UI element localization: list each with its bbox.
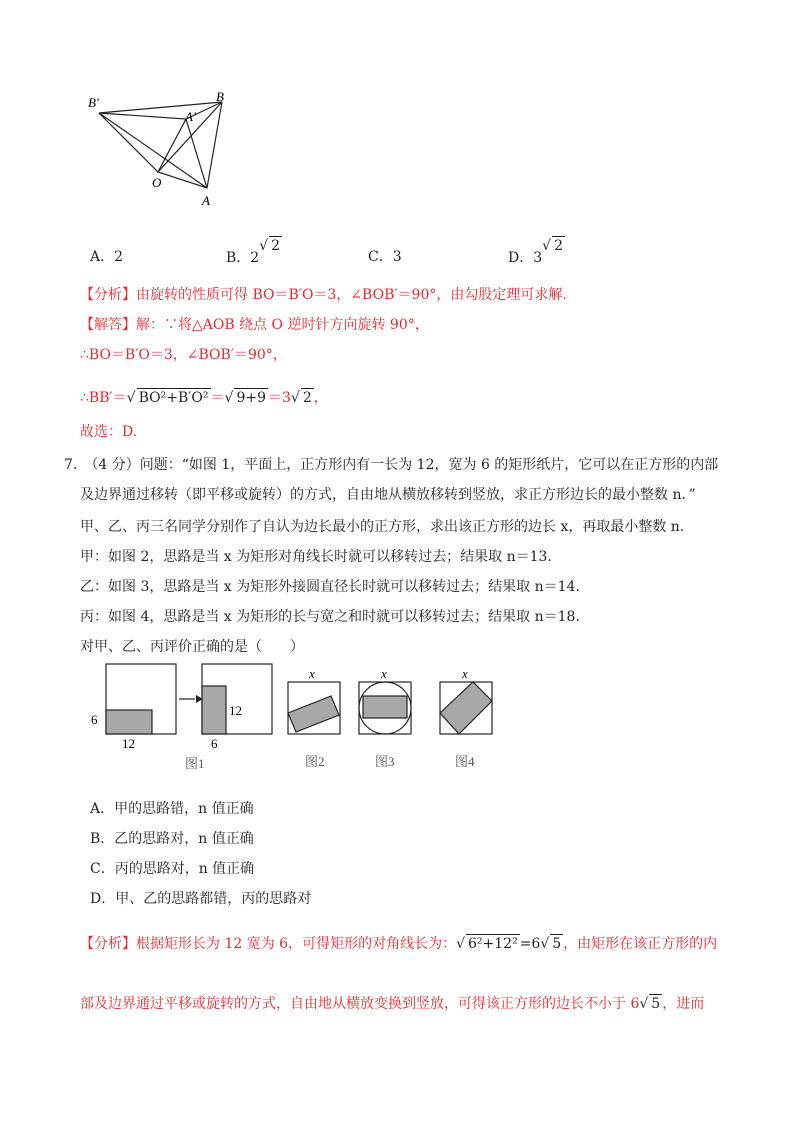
- label-a: A: [202, 193, 210, 208]
- q6-option-b-radicand: 2: [271, 238, 281, 254]
- solution-line3-prefix: ∴BB′＝: [80, 390, 127, 406]
- label-b-prime: B′: [88, 95, 99, 110]
- q7-analysis-line1: 【分析】根据矩形长为 12 宽为 6，可得矩形的对角线长为：√ 6²+12² =6√ 5 ，由矩形在该正方形的内: [80, 936, 718, 952]
- q7-stem-line1: 7. （4 分）问题：“如图 1，平面上，正方形内有一长为 12，宽为 6 的矩形纸片，它可以在正方形的内部: [64, 457, 719, 473]
- q7-option-d: D．甲、乙的思路都错，丙的思路对: [90, 891, 312, 907]
- fig2-caption: 图2: [305, 754, 325, 769]
- q7-analysis-text1: 根据矩形长为 12 宽为 6，可得矩形的对角线长为：: [136, 936, 457, 952]
- q7-line6: 丙：如图 4，思路是当 x 为矩形的长与宽之和时就可以移转过去；结果取 n＝18.: [80, 609, 580, 625]
- q7-option-c: C．丙的思路对，n 值正确: [90, 861, 255, 877]
- fig4-rotated-rect: [440, 682, 492, 734]
- q7-stem-line2: 及边界通过移转（即平移或旋转）的方式，自由地从横放移转到竖放，求正方形边长的最小整数 n．”: [80, 487, 696, 503]
- q7-analysis-tag: 【分析】: [80, 936, 136, 952]
- q6-option-b: B．2√ 2: [226, 238, 281, 266]
- q6-option-d: D．3√ 2: [508, 238, 563, 266]
- solution-eq2: ＝3: [268, 390, 291, 406]
- analysis-text: 由旋转的性质可得 BO＝B′O＝3，∠BOB′＝90°，由勾股定理可求解.: [136, 287, 567, 303]
- q7-line3: 甲、乙、丙三名同学分别作了自认为边长最小的正方形，求出该正方形的边长 x，再取最小整数 n.: [80, 519, 685, 535]
- radicand-5-a: 5: [552, 936, 562, 952]
- label-o: O: [152, 175, 162, 190]
- fig1-label-6-left: 6: [91, 712, 98, 727]
- fig4-label-x: x: [462, 666, 468, 681]
- q6-option-b-prefix: B．2: [226, 250, 260, 266]
- q6-option-c: C．3: [368, 249, 402, 265]
- q7-option-b: B．乙的思路对，n 值正确: [90, 831, 254, 847]
- analysis-tag: 【分析】: [80, 287, 136, 303]
- q7-analysis-mid1: =6: [519, 936, 541, 952]
- radicand-2: 2: [302, 390, 312, 406]
- q7-line7: 对甲、乙、丙评价正确的是（ ）: [80, 639, 304, 655]
- q6-solution-line1: [80, 316, 429, 334]
- q6-solution-line2: ∴BO＝B′O＝3，∠BOB′＝90°，: [80, 347, 287, 363]
- q6-solution-line4: 故选：D.: [80, 424, 138, 440]
- q6-option-a: A．2: [90, 249, 124, 265]
- label-a-prime: A′: [185, 109, 196, 124]
- label-b: B: [216, 90, 224, 104]
- q7-line5: 乙：如图 3，思路是当 x 为矩形外接圆直径长时就可以移转过去；结果取 n＝14.: [80, 579, 580, 595]
- radicand-9-plus-9: 9+9: [236, 390, 266, 406]
- radicand-bo-b-prime-o: BO²+B′O²: [138, 390, 209, 406]
- solution-eq1: ＝: [210, 390, 225, 406]
- q7-analysis-text1b: ，由矩形在该正方形的内: [563, 936, 718, 952]
- solution-tag: 【解答】: [80, 317, 136, 333]
- radicand-6sq-12sq: 6²+12²: [468, 936, 518, 952]
- q7-analysis-line2: 部及边界通过平移或旋转的方式，自由地从横放变换到竖放，可得该正方形的边长不小于 6√ 5 ，进而: [80, 996, 705, 1012]
- fig2-label-x: x: [309, 666, 315, 681]
- rotation-figure: [85, 90, 245, 215]
- q6-solution-line3: ∴BB′＝√ BO²+B′O² ＝√ 9+9 ＝3√ 2 ，: [80, 390, 328, 406]
- radicand-5-b: 5: [651, 996, 661, 1012]
- fig1-rect-vertical: [202, 686, 226, 734]
- figures-row: [85, 662, 525, 774]
- q6-option-d-radicand: 2: [554, 238, 563, 254]
- fig4-caption: 图4: [455, 754, 475, 769]
- q7-analysis-text2b: ，进而: [662, 996, 705, 1012]
- solution-line3-end: ，: [313, 390, 328, 406]
- q6-option-d-prefix: D．3: [508, 250, 543, 266]
- fig2-rotated-rect: [288, 696, 339, 732]
- fig1-caption: 图1: [185, 756, 205, 771]
- fig3-caption: 图3: [375, 754, 395, 769]
- fig1-label-12-bottom: 12: [122, 736, 135, 751]
- fig1-rect-horizontal: [106, 710, 152, 734]
- q7-line4: 甲：如图 2，思路是当 x 为矩形对角线长时就可以移转过去；结果取 n＝13.: [80, 549, 552, 565]
- fig1-label-12-right: 12: [229, 703, 242, 718]
- fig3-inscribed-rect: [363, 696, 407, 718]
- q7-analysis-text2: 部及边界通过平移或旋转的方式，自由地从横放变换到竖放，可得该正方形的边长不小于 6: [80, 996, 640, 1012]
- solution-line1-text: 解：∵将△AOB 绕点 O 逆时针方向旋转 90°，: [136, 317, 429, 333]
- q7-option-a: A．甲的思路错，n 值正确: [90, 801, 254, 817]
- q6-analysis: [80, 286, 567, 304]
- fig3-label-x: x: [381, 666, 387, 681]
- fig1-label-6-bottom: 6: [211, 736, 218, 751]
